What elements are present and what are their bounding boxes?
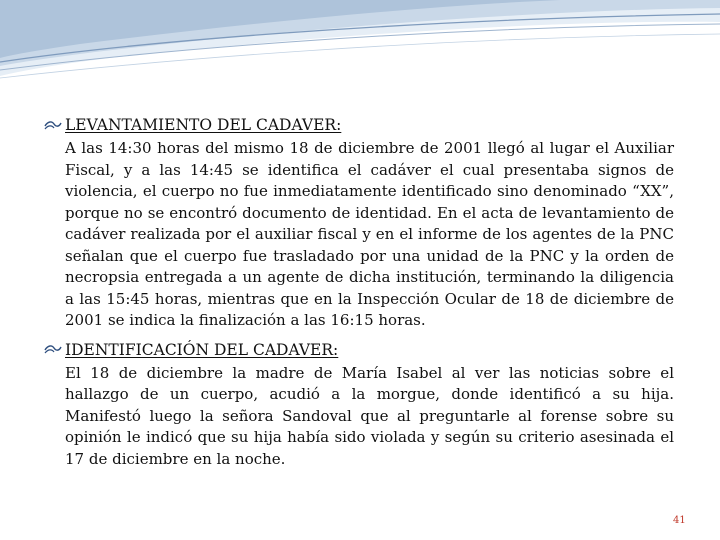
slide-content (44, 116, 674, 470)
header-wave-decoration (0, 0, 720, 90)
section-heading (44, 116, 674, 135)
bullet-icon (44, 119, 62, 132)
page-number: 41 (673, 515, 686, 526)
section-paragraph: A las 14:30 horas del mismo 18 de diciembre de 2001 llegó al lugar el Auxiliar Fiscal, y a las 14:45 se identifica el cadáver el cual presentaba signos de violencia, el cuerpo no fue inmediatamente identificado sino denominado “XX”, porque no se encontró documento de identidad. En el acta de levantamiento de cadáver realizada por el auxiliar fiscal y en el informe de los agentes de la PNC señalan que el cuerpo fue trasladado por una unidad de la PNC y la orden de necropsia entregada a un agente de dicha institución, terminando la diligencia a las 15:45 horas, mientras que en la Inspección Ocular de 18 de diciembre de 2001 se indica la finalización a las 16:15 horas. (65, 139, 674, 329)
bullet-icon (44, 344, 62, 357)
section-heading (44, 341, 674, 360)
heading-text: IDENTIFICACIÓN DEL CADAVER: (65, 340, 339, 359)
section-paragraph: El 18 de diciembre la madre de María Isabel al ver las noticias sobre el hallazgo de un cuerpo, acudió a la morgue, donde identificó a su hija. Manifestó luego la señora Sandoval que al preguntarle al forense sobre su opinión le indicó que su hija había sido violada y según su criterio asesinada el 17 de diciembre en la noche. (65, 363, 674, 468)
section-identificacion (44, 341, 674, 471)
section-levantamiento (44, 116, 674, 332)
heading-text: LEVANTAMIENTO DEL CADAVER: (65, 116, 342, 134)
